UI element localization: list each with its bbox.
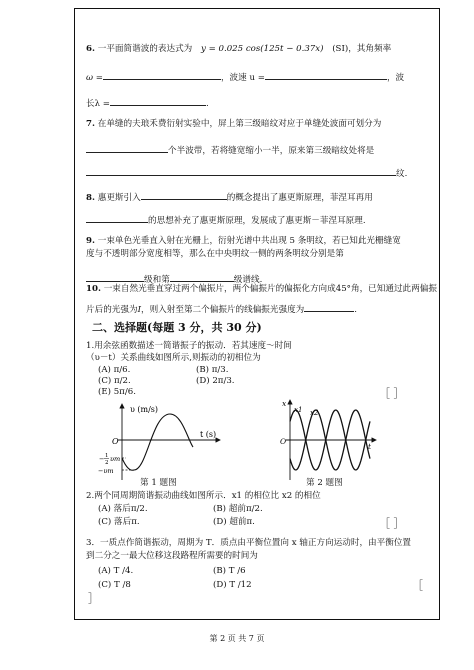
q6-formula: y = 0.025 cos(125t − 0.37x) bbox=[201, 44, 324, 54]
mc1-answer-bracket[interactable]: ［ ］ bbox=[379, 387, 405, 400]
q9-blank1[interactable] bbox=[86, 272, 144, 282]
q7-line1 bbox=[86, 119, 381, 130]
mc2-option-c[interactable]: (C) 落后π. bbox=[98, 517, 140, 527]
q10-line1 bbox=[86, 284, 437, 295]
q10-line2 bbox=[86, 302, 357, 316]
q7-line3 bbox=[86, 166, 407, 180]
mc3-option-c[interactable]: (C) T /8 bbox=[98, 580, 131, 590]
q8-text1: 惠更斯引入 bbox=[97, 193, 141, 203]
mc1-stem1: 1.用余弦函数描述一简谐振子的振动．若其速度～时间 bbox=[86, 341, 292, 351]
q6-text-b: (SI)，其角频率 bbox=[332, 44, 392, 54]
q6-line1 bbox=[86, 44, 391, 55]
fig1-half-den: 2 bbox=[105, 460, 109, 466]
q8-line1 bbox=[86, 190, 373, 204]
mc3-option-a[interactable]: (A) T /4. bbox=[98, 566, 134, 576]
fig2-xlabel: t bbox=[368, 442, 372, 451]
q6-line3 bbox=[86, 96, 209, 110]
fig1-caption: 第 1 题图 bbox=[140, 478, 177, 488]
mc2-option-a[interactable]: (A) 落后π/2. bbox=[98, 504, 148, 514]
fig1-half-num: 1 bbox=[105, 453, 109, 459]
fig2-x1-label: x1 bbox=[294, 406, 303, 414]
q6-speed-label: ，波速 u = bbox=[220, 73, 265, 83]
q6-omega-label: ω = bbox=[86, 73, 103, 83]
mc3-bracket-open[interactable]: ［ bbox=[412, 579, 423, 592]
q9-line1 bbox=[86, 236, 401, 247]
mc3-option-d[interactable]: (D) T /12 bbox=[213, 580, 252, 590]
q10-intensity: I bbox=[137, 305, 141, 315]
fig2-ylabel: x bbox=[282, 399, 287, 408]
mc1-option-b[interactable]: (B) π/3. bbox=[196, 365, 229, 375]
mc3-stem2: 到二分之一最大位移这段路程所需要的时间为 bbox=[86, 551, 258, 561]
q7-text2: 个半波带，若将缝宽缩小一半，原来第三级暗纹处将是 bbox=[168, 146, 375, 156]
mc1-option-d[interactable]: (D) 2π/3. bbox=[196, 376, 235, 386]
mc1-option-a[interactable]: (A) π/6. bbox=[98, 365, 131, 375]
q8-blank2[interactable] bbox=[86, 213, 148, 223]
q9-text4: 级谱线. bbox=[233, 275, 263, 285]
mc2-option-d[interactable]: (D) 超前π. bbox=[213, 517, 255, 527]
fig2-x2-label: x2 bbox=[310, 409, 319, 417]
q7-text3: 纹. bbox=[396, 169, 408, 179]
q7-text1: 在单缝的夫琅禾费衍射实验中，屏上第三级暗纹对应于单缝处波面可划分为 bbox=[97, 119, 382, 129]
q8-text3: 的思想补充了惠更斯原理，发展成了惠更斯－菲涅耳原理. bbox=[148, 216, 366, 226]
q9-text1: 一束单色光垂直入射在光栅上，衍射光谱中共出现 5 条明纹，若已知此光栅缝宽 bbox=[97, 236, 401, 246]
q6-wavelength-blank[interactable] bbox=[110, 96, 206, 106]
q9-text2: 度与不透明部分宽度相等，那么在中央明纹一侧的两条明纹分别是第 bbox=[86, 249, 344, 259]
fig1-half-vm-label: υm bbox=[110, 455, 121, 463]
mc3-stem1: 3．一质点作简谐振动，周期为 T．质点由平衡位置向 x 轴正方向运动时，由平衡位置 bbox=[86, 538, 412, 548]
q6-text-a: 一平面简谐波的表达式为 bbox=[97, 44, 193, 54]
q10-angle: 45° bbox=[335, 284, 351, 294]
q6-line2 bbox=[86, 70, 404, 84]
mc2-stem: 2.两个同周期简谐振动曲线如图所示．x1 的相位比 x2 的相位 bbox=[86, 491, 321, 501]
q7-number: 7. bbox=[86, 119, 95, 129]
mc1-option-c[interactable]: (C) π/2. bbox=[98, 376, 131, 386]
q7-line2 bbox=[86, 143, 374, 157]
q8-blank1[interactable] bbox=[141, 190, 227, 200]
q10-text3: 片后的光强为 bbox=[86, 305, 138, 315]
q6-comma-wave: ，波 bbox=[386, 73, 405, 83]
q10-blank[interactable] bbox=[304, 302, 354, 312]
q6-wavelength-label: 长λ = bbox=[86, 99, 110, 109]
q6-number: 6. bbox=[86, 44, 95, 54]
figure-1 bbox=[92, 400, 230, 484]
section-title: 二、选择题(每题 3 分，共 30 分) bbox=[92, 321, 262, 334]
q9-blank2[interactable] bbox=[170, 272, 234, 282]
q8-text2: 的概念提出了惠更斯原理，菲涅耳再用 bbox=[226, 193, 373, 203]
q7-blank2[interactable] bbox=[86, 166, 396, 176]
mc1-stem2: （υ－t）关系曲线如图所示,则振动的初相位为 bbox=[86, 353, 261, 363]
q9-line2 bbox=[86, 249, 344, 260]
q10-text1: 一束自然光垂直穿过两个偏振片，两个偏振片的偏振化方向成 bbox=[103, 284, 336, 294]
figure-2 bbox=[276, 396, 380, 482]
fig2-caption: 第 2 题图 bbox=[306, 478, 343, 488]
page-footer: 第 2 页 共 7 页 bbox=[209, 634, 265, 643]
q9-number: 9. bbox=[86, 236, 95, 246]
q8-line2 bbox=[86, 213, 366, 227]
mc2-answer-bracket[interactable]: ［ ］ bbox=[379, 517, 405, 530]
mc3-option-b[interactable]: (B) T /6 bbox=[213, 566, 246, 576]
fig1-neg-vm: −υm bbox=[98, 467, 114, 475]
mc2-option-b[interactable]: (B) 超前π/2. bbox=[213, 504, 263, 514]
q10-text2: 角，已知通过此两偏振 bbox=[350, 284, 437, 294]
q10-number: 10. bbox=[86, 284, 101, 294]
q8-number: 8. bbox=[86, 193, 95, 203]
mc3-bracket-close[interactable]: ］ bbox=[88, 592, 99, 605]
q10-text5: . bbox=[354, 305, 358, 315]
q9-text3: 级和第 bbox=[144, 275, 170, 285]
fig1-half-vm-sign: − bbox=[99, 455, 105, 463]
q7-blank1[interactable] bbox=[86, 143, 168, 153]
fig1-ylabel: υ (m/s) bbox=[130, 405, 159, 414]
q6-speed-blank[interactable] bbox=[265, 70, 387, 80]
q6-period: . bbox=[205, 99, 209, 109]
mc1-option-e[interactable]: (E) 5π/6. bbox=[98, 387, 136, 397]
fig2-origin: O bbox=[280, 437, 287, 446]
fig1-origin: O bbox=[112, 437, 119, 446]
fig1-xlabel: t (s) bbox=[200, 430, 217, 439]
fig1-velocity-curve bbox=[122, 414, 193, 470]
q10-text4: ，则入射至第二个偏振片的线偏振光强度为 bbox=[140, 305, 305, 315]
q6-omega-blank[interactable] bbox=[103, 70, 221, 80]
